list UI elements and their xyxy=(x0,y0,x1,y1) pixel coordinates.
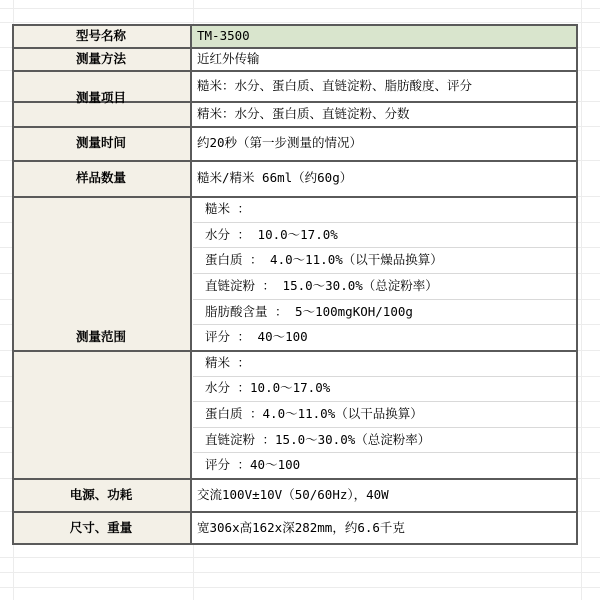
range-row-separator-line xyxy=(193,452,576,453)
table-border-horizontal xyxy=(12,24,578,26)
row-label-measurement-time: 测量时间 xyxy=(75,136,126,150)
range-row-separator-line xyxy=(193,299,576,300)
row-label-measurement-items: 测量项目 xyxy=(75,91,126,105)
row-label-power-consumption: 电源、功耗 xyxy=(69,487,133,502)
range-row-separator-line xyxy=(193,273,576,274)
row-label-measurement-method: 测量方法 xyxy=(75,51,126,66)
gridline-horizontal xyxy=(0,8,600,9)
row-value-model-name: TM-3500 xyxy=(197,27,250,43)
row-value-measurement-method: 近红外传输 xyxy=(197,50,260,66)
row-value-dimensions-weight: 宽306x高162x深282mm，约6.6千克 xyxy=(197,520,405,535)
table-border-horizontal xyxy=(12,160,578,162)
row-value-sample-quantity: 糙米/精米 66ml（约60g） xyxy=(197,170,353,185)
range-row-separator-line xyxy=(193,376,576,377)
row-value-measurement-items-1: 精米：水分、蛋白质、直链淀粉、分数 xyxy=(197,105,410,121)
table-border-horizontal xyxy=(12,47,578,49)
row-label-sample-quantity: 样品数量 xyxy=(75,171,126,185)
table-border-horizontal xyxy=(12,126,578,128)
row-value-measurement-time: 约20秒（第一步测量的情况） xyxy=(197,135,363,150)
table-border-horizontal xyxy=(12,350,578,352)
gridline-horizontal xyxy=(0,557,600,558)
range-line-block0-5: 评分 ： 40～100 xyxy=(205,329,308,345)
range-line-block1-3: 直链淀粉 ：15.0～30.0%（总淀粉率） xyxy=(205,431,431,447)
row-label-dimensions-weight: 尺寸、重量 xyxy=(69,521,133,535)
gridline-vertical xyxy=(581,0,582,600)
row-value-power-consumption: 交流100V±10V（50/60Hz），40W xyxy=(197,486,389,502)
row-label-model-name: 型号名称 xyxy=(75,28,126,43)
range-line-block1-1: 水分 ：10.0～17.0% xyxy=(205,380,331,396)
row-value-measurement-items-0: 糙米：水分、蛋白质、直链淀粉、脂肪酸度、评分 xyxy=(197,77,473,93)
row-label-measurement-range: 测量范围 xyxy=(75,330,126,344)
range-line-block0-1: 水分 ： 10.0～17.0% xyxy=(205,226,338,242)
table-border-vertical xyxy=(576,24,578,545)
range-line-block1-2: 蛋白质 ：4.0～11.0%（以干品换算） xyxy=(205,406,423,421)
table-border-horizontal xyxy=(12,511,578,513)
model-value-highlight xyxy=(192,24,578,47)
range-line-block1-0: 精米 ： xyxy=(205,354,251,370)
table-border-horizontal xyxy=(12,196,578,198)
range-line-block0-4: 脂肪酸含量 ： 5～100mgKOH/100g xyxy=(205,303,413,319)
table-border-horizontal xyxy=(12,543,578,545)
gridline-horizontal xyxy=(0,587,600,588)
range-row-separator-line xyxy=(193,427,576,428)
gridline-horizontal xyxy=(0,22,600,23)
gridline-horizontal xyxy=(0,572,600,573)
range-line-block0-3: 直链淀粉 ： 15.0～30.0%（总淀粉率） xyxy=(205,277,438,293)
range-line-block0-2: 蛋白质 ： 4.0～11.0%（以干燥品换算） xyxy=(205,252,443,268)
range-row-separator-line xyxy=(193,401,576,402)
range-line-block1-4: 评分 ：40～100 xyxy=(205,457,301,473)
table-border-vertical xyxy=(190,24,192,545)
range-row-separator-line xyxy=(193,247,576,248)
range-row-separator-line xyxy=(193,222,576,223)
range-line-block0-0: 糙米 ： xyxy=(205,200,251,216)
table-border-horizontal xyxy=(12,70,578,72)
table-border-horizontal xyxy=(12,478,578,480)
range-row-separator-line xyxy=(193,324,576,325)
